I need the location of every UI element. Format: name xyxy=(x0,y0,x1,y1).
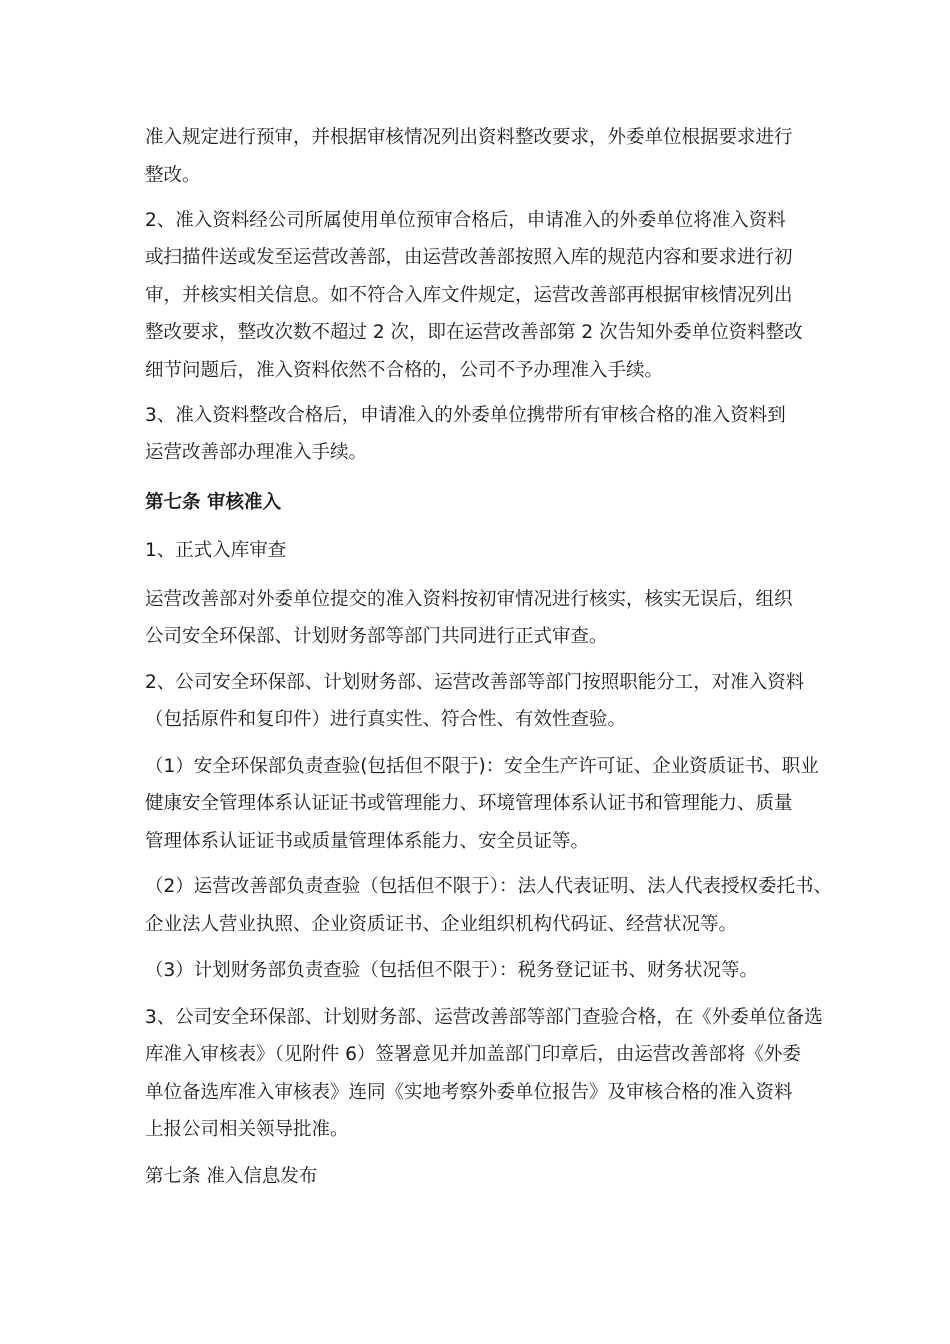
paragraph-line: 整改要求，整改次数不超过 2 次，即在运营改善部第 2 次告知外委单位资料整改 xyxy=(145,322,803,343)
paragraph-line: （2）运营改善部负责查验（包括但不限于）：法人代表证明、法人代表授权委托书、 xyxy=(145,876,833,897)
paragraph-line: 运营改善部对外委单位提交的准入资料按初审情况进行核实，核实无误后，组织 xyxy=(145,589,793,610)
paragraph-line: 审，并核实相关信息。如不符合入库文件规定，运营改善部再根据审核情况列出 xyxy=(145,285,793,306)
paragraph-line: 企业法人营业执照、企业资质证书、企业组织机构代码证、经营状况等。 xyxy=(145,914,738,935)
paragraph-line: 整改。 xyxy=(145,165,201,186)
section-heading: 第七条 准入信息发布 xyxy=(145,1166,318,1187)
paragraph-line: 3、公司安全环保部、计划财务部、运营改善部等部门查验合格，在《外委单位备选 xyxy=(145,1007,823,1028)
paragraph-line: 细节问题后，准入资料依然不合格的，公司不予办理准入手续。 xyxy=(145,360,664,381)
section-heading: 第七条 审核准入 xyxy=(145,492,281,513)
paragraph-line: 健康安全管理体系认证证书或管理能力、环境管理体系认证书和管理能力、质量 xyxy=(145,793,793,814)
paragraph-line: 运营改善部办理准入手续。 xyxy=(145,442,368,463)
paragraph-line: 2、准入资料经公司所属使用单位预审合格后，申请准入的外委单位将准入资料 xyxy=(145,210,786,231)
paragraph-line: （包括原件和复印件）进行真实性、符合性、有效性查验。 xyxy=(145,709,627,730)
paragraph-line: 或扫描件送或发至运营改善部，由运营改善部按照入库的规范内容和要求进行初 xyxy=(145,247,793,268)
paragraph-line: 库准入审核表》（见附件 6）签署意见并加盖部门印章后，由运营改善部将《外委 xyxy=(145,1044,801,1065)
paragraph-line: 2、公司安全环保部、计划财务部、运营改善部等部门按照职能分工，对准入资料 xyxy=(145,672,805,693)
paragraph-line: （3）计划财务部负责查验（包括但不限于）：税务登记证书、财务状况等。 xyxy=(145,960,759,981)
paragraph-line: 准入规定进行预审，并根据审核情况列出资料整改要求，外委单位根据要求进行 xyxy=(145,127,793,148)
paragraph-line: （1）安全环保部负责查验(包括但不限于)：安全生产许可证、企业资质证书、职业 xyxy=(145,756,819,777)
paragraph-line: 3、准入资料整改合格后，申请准入的外委单位携带所有审核合格的准入资料到 xyxy=(145,405,786,426)
paragraph-line: 公司安全环保部、计划财务部等部门共同进行正式审查。 xyxy=(145,626,608,647)
paragraph-line: 上报公司相关领导批准。 xyxy=(145,1119,349,1140)
paragraph-line: 1、正式入库审查 xyxy=(145,540,287,561)
paragraph-line: 管理体系认证证书或质量管理体系能力、安全员证等。 xyxy=(145,831,590,852)
paragraph-line: 单位备选库准入审核表》连同《实地考察外委单位报告》及审核合格的准入资料 xyxy=(145,1082,793,1103)
